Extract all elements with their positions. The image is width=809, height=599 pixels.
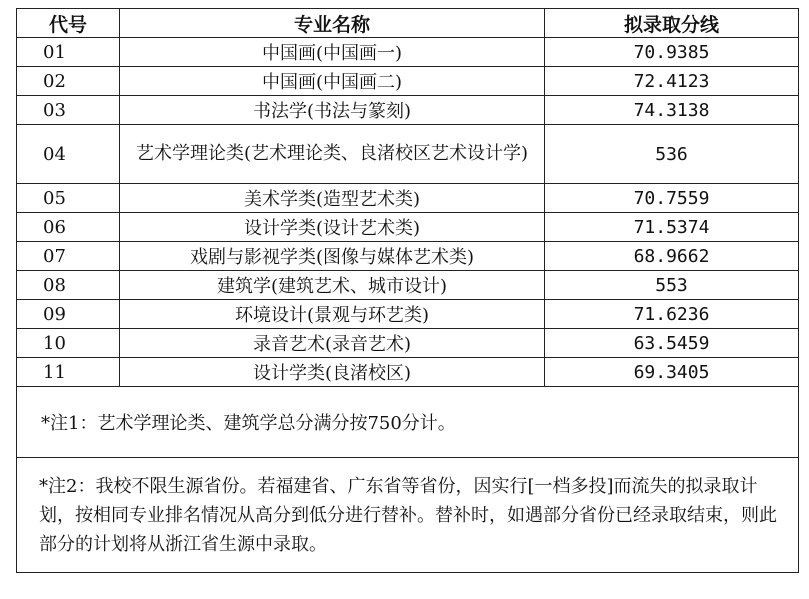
table-header-row: [17, 9, 799, 38]
cell-major-text: 艺术学理论类(艺术理论类、良渚校区艺术设计学): [135, 143, 529, 164]
cell-score: 70.9385: [545, 38, 799, 67]
cell-score: 74.3138: [545, 96, 799, 125]
header-major: 专业名称: [120, 9, 545, 38]
cell-code: 06: [17, 213, 120, 242]
table-row: [17, 125, 799, 184]
cell-major: 环境设计(景观与环艺类): [120, 300, 545, 329]
table-row: [17, 358, 799, 387]
cell-code: 08: [17, 271, 120, 300]
table-row: [17, 38, 799, 67]
cell-score: 68.9662: [545, 242, 799, 271]
cell-major: 录音艺术(录音艺术): [120, 329, 545, 358]
cell-score: 536: [545, 125, 799, 184]
table-row: [17, 67, 799, 96]
table-row: [17, 300, 799, 329]
cell-major: 设计学类(良渚校区): [120, 358, 545, 387]
header-score: 拟录取分线: [545, 9, 799, 38]
table-row: [17, 213, 799, 242]
cell-score: 69.3405: [545, 358, 799, 387]
note-2: *注2：我校不限生源省份。若福建省、广东省等省份，因实行[一档多投]而流失的拟录取计划，按相同专业排名情况从高分到低分进行替补。替补时，如遇部分省份已经录取结束，则此部分的计划将从浙江省生源中录取。: [17, 458, 799, 573]
cell-score: 72.4123: [545, 67, 799, 96]
cell-score: 70.7559: [545, 184, 799, 213]
cell-major: 建筑学(建筑艺术、城市设计): [120, 271, 545, 300]
cell-code: 01: [17, 38, 120, 67]
admission-score-document: [16, 8, 798, 573]
cell-code: 05: [17, 184, 120, 213]
cell-major: 中国画(中国画一): [120, 38, 545, 67]
table-row: [17, 329, 799, 358]
cell-code: 10: [17, 329, 120, 358]
note-row-1: [17, 387, 799, 458]
note-row-2: [17, 458, 799, 573]
cell-code: 07: [17, 242, 120, 271]
cell-code: 04: [17, 125, 120, 184]
table-row: [17, 242, 799, 271]
cell-major: 美术学类(造型艺术类): [120, 184, 545, 213]
table-row: [17, 96, 799, 125]
cell-score: 553: [545, 271, 799, 300]
cell-code: 03: [17, 96, 120, 125]
cell-major: 书法学(书法与篆刻): [120, 96, 545, 125]
header-code: 代号: [17, 9, 120, 38]
cell-major: 中国画(中国画二): [120, 67, 545, 96]
note-1: *注1：艺术学理论类、建筑学总分满分按750分计。: [17, 387, 799, 458]
table-row: [17, 271, 799, 300]
cell-code: 02: [17, 67, 120, 96]
cell-major: 戏剧与影视学类(图像与媒体艺术类): [120, 242, 545, 271]
table-row: [17, 184, 799, 213]
cell-code: 09: [17, 300, 120, 329]
cell-code: 11: [17, 358, 120, 387]
cell-score: 63.5459: [545, 329, 799, 358]
cell-major: 设计学类(设计艺术类): [120, 213, 545, 242]
cell-major: [120, 125, 545, 184]
score-table: [16, 8, 799, 573]
cell-score: 71.6236: [545, 300, 799, 329]
cell-score: 71.5374: [545, 213, 799, 242]
